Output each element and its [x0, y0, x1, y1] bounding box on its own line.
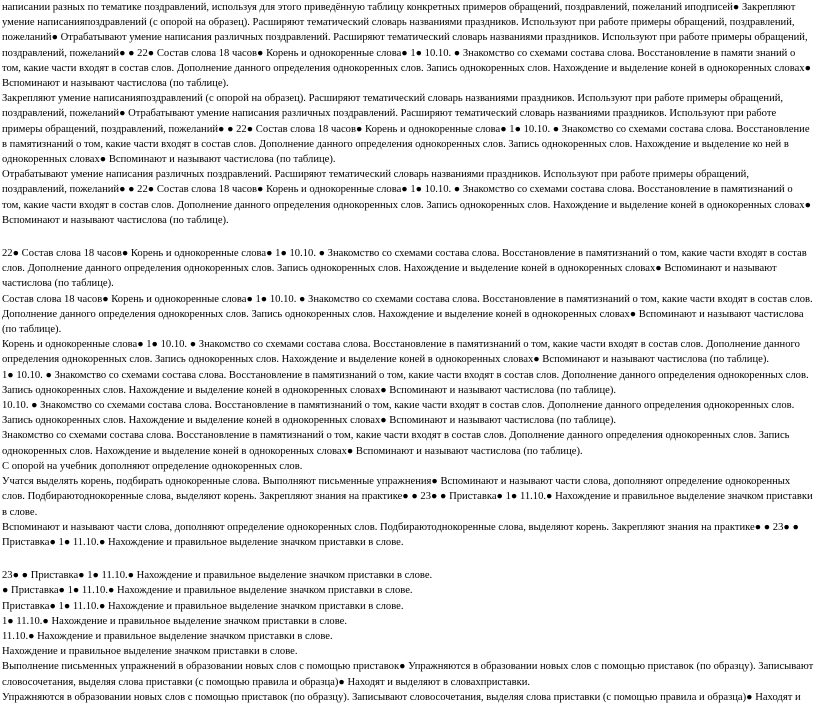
text-line: 11.10.● Нахождение и правильное выделение значком приставки в слове. — [2, 630, 333, 642]
spacer — [2, 228, 814, 246]
paragraph-12 — [2, 474, 814, 520]
text-line: ● Приставка● 1● 11.10.● Нахождение и правильное выделение значком приставки в слове. — [2, 585, 413, 597]
paragraph-21 — [2, 690, 814, 705]
text-line: Корень и однокоренные слова● 1● 10.10. ● Знакомство со схемами состава слова. Восстановление в памятизнаний о том, какие части входят в состав слов. Дополнение данного определения однокоренных слов. Запись однокоренных слов. Нахождение и выделение коней в однокоренных словах● Вспоминают и называют частислова (по таблице). — [2, 339, 800, 366]
paragraph-11 — [2, 459, 814, 474]
text-line: Приставка● 1● 11.10.● Нахождение и правильное выделение значком приставки в слове. — [2, 600, 404, 612]
paragraph-13 — [2, 520, 814, 550]
paragraph-1 — [2, 0, 814, 46]
paragraph-5 — [2, 246, 814, 292]
document-body — [2, 0, 814, 705]
text-line: написании разных по тематике поздравлений, используя для этого приведённую таблицу конкретных примеров обращений, поздравлений, пожеланий иподписей● Закрепляют умение написанияпоздравлений (с опорой на образец). Расширяют тематический словарь названиями праздников. Используют при работе примеры обращений, поздравлений, пожеланий● Отрабатывают умение написания различных поздравлений. Расширяют тематический словарь названиями праздников. Используют при работе примеры обращений, — [2, 2, 808, 44]
paragraph-2 — [2, 46, 814, 92]
text-line: Закрепляют умение написанияпоздравлений (с опорой на образец). Расширяют тематический словарь названиями праздников. Используют при работе примеры обращений, поздравлений, пожеланий● Отрабатывают умение написания различных поздравлений. Расширяют тематический словарь названиями праздников. Используют при работе примеры обращений, поздравлений, пожеланий● ● 22● Состав слова 18 часов● Корень и однокоренные слова● 1● 10.10. ● Знакомство со схемами состава слова. Восстановление в памятизнаний о том, какие части входят в состав слов. Дополнение данного определения однокоренных слов. Запись однокоренных слов. Нахождение и выделение ко ней в однокоренных словах● Вспоминают и называют частислова (по таблице). — [2, 93, 810, 166]
paragraph-6 — [2, 292, 814, 338]
paragraph-16 — [2, 599, 814, 614]
paragraph-4 — [2, 167, 814, 228]
paragraph-7 — [2, 337, 814, 367]
text-line: 23● ● Приставка● 1● 11.10.● Нахождение и правильное выделение значком приставки в слове. — [2, 570, 433, 582]
spacer — [2, 550, 814, 568]
text-line: 1● 11.10.● Нахождение и правильное выделение значком приставки в слове. — [2, 615, 347, 627]
text-line: С опорой на учебник дополняют определение однокоренных слов. — [2, 460, 303, 472]
text-line: Состав слова 18 часов● Корень и однокоренные слова● 1● 10.10. ● Знакомство со схемами состава слова. Восстановление в памятизнаний о том, какие части входят в состав слов. Дополнение данного определения однокоренных слов. Запись однокоренных слов. Нахождение и выделение коней в однокоренных словах● Вспоминают и называют частислова (по таблице). — [2, 293, 813, 336]
text-line: Знакомство со схемами состава слова. Восстановление в памятизнаний о том, какие части входят в состав слов. Дополнение данного определения однокоренных слов. Запись однокоренных слов. Нахождение и выделение коней в однокоренных словах● Вспоминают и называют частислова (по таблице). — [2, 430, 790, 457]
paragraph-10 — [2, 428, 814, 458]
text-line: 1● 10.10. ● Знакомство со схемами состава слова. Восстановление в памятизнаний о том, какие части входят в состав слов. Дополнение данного определения однокоренных слов. Запись однокоренных слов. Нахождение и выделение коней в однокоренных словах● Вспоминают и называют частислова (по таблице). — [2, 369, 809, 396]
text-line: Учатся выделять корень, подбирать однокоренные слова. Выполняют письменные упражнения● Вспоминают и называют части слова, дополняют определение однокоренных слов. Подбираютоднокоренные слова, выделяют корень. Закрепляют знания на практике● ● 23● ● Приставка● 1● 11.10.● Нахождение и правильное выделение значком приставки в слове. — [2, 476, 813, 518]
paragraph-19 — [2, 644, 814, 659]
text-line: Упражняются в образовании новых слов с помощью приставок (по образцу). Записывают словосочетания, выделяя слова приставки (с помощью правила и образца)● Находят и — [2, 691, 801, 703]
text-line: Вспоминают и называют части слова, дополняют определение однокоренных слов. Подбираютоднокоренные слова, выделяют корень. Закрепляют знания на практике● ● 23● ● Приставка● 1● 11.10.● Нахождение и правильное выделение значком приставки в слове. — [2, 521, 799, 548]
text-line: 10.10. ● Знакомство со схемами состава слова. Восстановление в памятизнаний о том, какие части входят в состав слов. Дополнение данного определения однокоренных слов. Запись однокоренных слов. Нахождение и выделение коней в однокоренных словах● Вспоминают и называют частислова (по таблице). — [2, 400, 795, 427]
paragraph-9 — [2, 398, 814, 428]
text-line: Отрабатывают умение написания различных поздравлений. Расширяют тематический словарь названиями праздников. Используют при работе примеры обращений, поздравлений, пожеланий● ● 22● Состав слова 18 часов● Корень и однокоренные слова● 1● 10.10. ● Знакомство со схемами состава слова. Восстановление в памятизнаний о том, какие части входят в состав слов. Дополнение данного определения однокоренных слов. Запись однокоренных слов. Нахождение и выделение коней в однокоренных словах● Вспоминают и называют частислова (по таблице). — [2, 169, 811, 226]
paragraph-18 — [2, 629, 814, 644]
paragraph-8 — [2, 368, 814, 398]
text-line: 22● Состав слова 18 часов● Корень и однокоренные слова● 1● 10.10. ● Знакомство со схемами состава слова. Восстановление в памятизнаний о том, какие части входят в состав слов. Дополнение данного определения однокоренных слов. Запись однокоренных слов. Нахождение и выделение коней в однокоренных словах● Вспоминают и называют частислова (по таблице). — [2, 248, 807, 290]
paragraph-20 — [2, 659, 814, 689]
paragraph-15 — [2, 583, 814, 598]
text-line: поздравлений, пожеланий● ● 22● Состав слова 18 часов● Корень и однокоренные слова● 1● 10.10. ● Знакомство со схемами состава слова. Восстановление в памяти знаний о том, какие части входят в состав слов. Дополнение данного определения однокоренных слов. Запись однокоренных слов. Нахождение и выделение коней в однокоренных словах● Вспоминают и называют частислова (по таблице). — [2, 47, 811, 90]
paragraph-14 — [2, 568, 814, 583]
text-line: Выполнение письменных упражнений в образовании новых слов с помощью приставок● Упражняются в образовании новых слов с помощью приставок (по образцу). Записывают словосочетания, выделяя слова приставки (с помощью правила и образца)● Находят и выделяют в словахприставки. — [2, 661, 814, 688]
paragraph-17 — [2, 614, 814, 629]
text-line: Нахождение и правильное выделение значком приставки в слове. — [2, 646, 298, 658]
paragraph-3 — [2, 91, 814, 167]
